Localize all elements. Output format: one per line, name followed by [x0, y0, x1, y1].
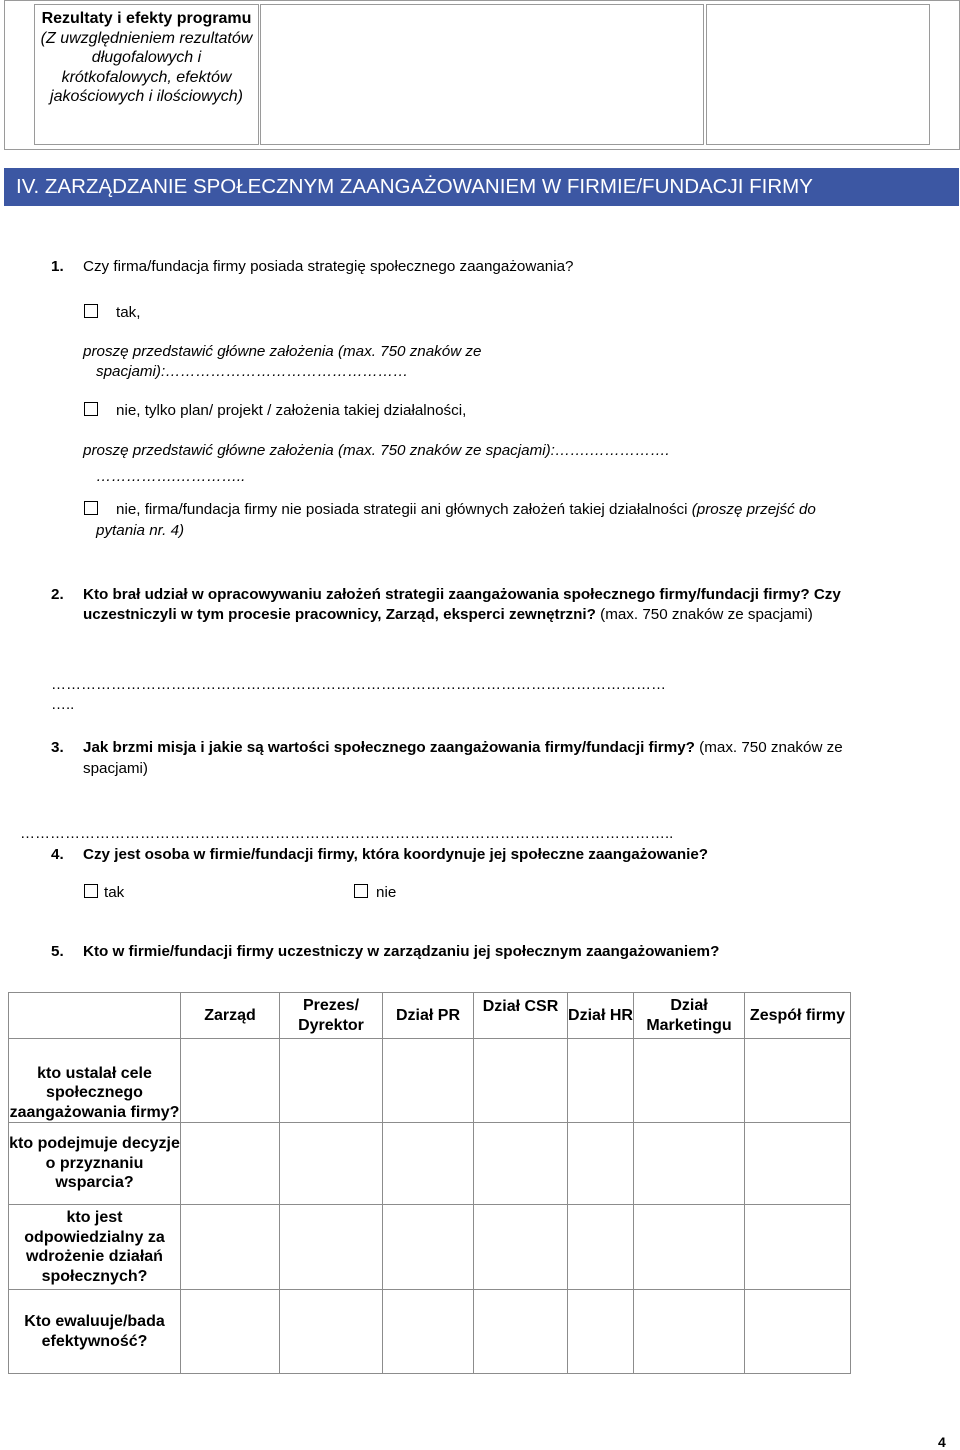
q3-text: Jak brzmi misja i jakie są wartości społecznego zaangażowania firmy/fundacji firmy?	[83, 739, 695, 756]
table-cell[interactable]	[383, 1205, 474, 1290]
q1-option-yes: tak,	[116, 304, 141, 321]
table-cell[interactable]	[568, 1123, 634, 1205]
q1-checkbox-no[interactable]	[84, 501, 98, 515]
table-cell[interactable]	[568, 1290, 634, 1374]
col-header-prezes: Prezes/ Dyrektor	[280, 993, 383, 1039]
row-label-wdrozenie: kto jest odpowiedzialny za wdrożenie działań społecznych?	[9, 1205, 181, 1290]
table-cell[interactable]	[634, 1123, 745, 1205]
responsibility-table	[8, 992, 851, 1374]
results-label-cell	[34, 4, 259, 145]
table-cell[interactable]	[280, 1039, 383, 1123]
table-cell[interactable]	[474, 1123, 568, 1205]
q1-option-no-text: nie, firma/fundacja firmy nie posiada strategii ani głównych założeń takiej działalności	[116, 501, 688, 518]
q4-text: Czy jest osoba w firmie/fundacji firmy, która koordynuje jej społeczne zaangażowanie?	[83, 846, 709, 863]
q1-option-no-note-a: (proszę przejść do	[691, 501, 816, 518]
q1-option-plan: nie, tylko plan/ projekt / założenia takiej działalności,	[116, 402, 467, 419]
col-header-hr: Dział HR	[568, 993, 634, 1039]
q2-number: 2.	[51, 586, 64, 603]
results-input-cell-2[interactable]	[706, 4, 930, 145]
col-header-zarzad: Zarząd	[181, 993, 280, 1039]
q1-checkbox-yes[interactable]	[84, 304, 98, 318]
results-label	[39, 9, 254, 107]
table-cell[interactable]	[745, 1123, 851, 1205]
table-row	[9, 1123, 851, 1205]
table-cell[interactable]	[568, 1039, 634, 1123]
table-cell[interactable]	[280, 1290, 383, 1374]
q3-note-b: spacjami)	[83, 760, 148, 777]
table-cell[interactable]	[181, 1123, 280, 1205]
table-cell[interactable]	[568, 1205, 634, 1290]
table-cell[interactable]	[474, 1205, 568, 1290]
table-cell[interactable]	[745, 1039, 851, 1123]
table-cell[interactable]	[383, 1290, 474, 1374]
col-header-pr: Dział PR	[383, 993, 474, 1039]
q1-plan-prompt[interactable]: proszę przedstawić główne założenia (max. 750 znaków ze spacjami):…….…………….	[83, 442, 670, 459]
table-cell[interactable]	[181, 1205, 280, 1290]
table-cell[interactable]	[634, 1205, 745, 1290]
q2-text-a: Kto brał udział w opracowywaniu założeń strategii zaangażowania społecznego firmy/fundacji firmy? Czy	[83, 586, 841, 603]
results-label-bold: Rezultaty i efekty programu	[41, 10, 252, 27]
q3-number: 3.	[51, 739, 64, 756]
table-row	[9, 1290, 851, 1374]
col-header-zespol: Zespół firmy	[745, 993, 851, 1039]
q4-number: 4.	[51, 846, 64, 863]
q2-answer-dots-b[interactable]: …..	[51, 696, 75, 713]
table-cell[interactable]	[474, 1290, 568, 1374]
table-corner-cell	[9, 993, 181, 1039]
table-cell[interactable]	[181, 1290, 280, 1374]
q4-option-yes: tak	[104, 884, 125, 901]
q3-line-a	[83, 737, 843, 758]
col-header-csr: Dział CSR	[474, 993, 568, 1039]
row-label-cele: kto ustalał cele społecznego zaangażowania firmy?	[9, 1039, 181, 1123]
q1-yes-prompt-b[interactable]: spacjami):…………………………………………	[96, 363, 409, 380]
q4-checkbox-yes[interactable]	[84, 884, 98, 898]
table-cell[interactable]	[634, 1039, 745, 1123]
table-cell[interactable]	[181, 1039, 280, 1123]
row-label-ewaluacja: Kto ewaluuje/bada efektywność?	[9, 1290, 181, 1374]
table-row	[9, 1205, 851, 1290]
table-header-row	[9, 993, 851, 1039]
q5-number: 5.	[51, 943, 64, 960]
q1-option-no	[116, 499, 816, 520]
table-cell[interactable]	[474, 1039, 568, 1123]
q3-answer-dots[interactable]: …………………………………………………………………………………………………………………..	[20, 825, 674, 842]
q1-checkbox-plan[interactable]	[84, 402, 98, 416]
results-input-cell-1[interactable]	[260, 4, 704, 145]
q2-line-b	[83, 604, 813, 625]
results-label-rest: (Z uwzględnieniem rezultatów długofalowych i krótkofalowych, efektów jakościowych i ilościowych)	[40, 29, 253, 105]
table-cell[interactable]	[383, 1123, 474, 1205]
q2-answer-dots-a[interactable]: ……………………………………………………………………………………………………………	[51, 676, 666, 693]
q3-note-a: (max. 750 znaków ze	[699, 739, 843, 756]
q1-plan-dots[interactable]: …………….…………..	[96, 468, 246, 485]
table-cell[interactable]	[280, 1205, 383, 1290]
q1-text: Czy firma/fundacja firmy posiada strategię społecznego zaangażowania?	[83, 258, 574, 275]
page-number: 4	[938, 1434, 946, 1450]
results-table	[4, 0, 960, 150]
q1-yes-prompt-a: proszę przedstawić główne założenia (max. 750 znaków ze	[83, 343, 482, 360]
q4-option-no: nie	[376, 884, 397, 901]
table-cell[interactable]	[280, 1123, 383, 1205]
q5-text: Kto w firmie/fundacji firmy uczestniczy w zarządzaniu jej społecznym zaangażowaniem?	[83, 943, 720, 960]
table-cell[interactable]	[745, 1290, 851, 1374]
q2-text-b: uczestniczyli w tym procesie pracownicy, Zarząd, eksperci zewnętrzni?	[83, 606, 596, 623]
table-row	[9, 1039, 851, 1123]
q1-number: 1.	[51, 258, 64, 275]
q2-note: (max. 750 znaków ze spacjami)	[600, 606, 813, 623]
table-cell[interactable]	[634, 1290, 745, 1374]
q1-option-no-note-b: pytania nr. 4)	[96, 522, 185, 539]
row-label-decyzje: kto podejmuje decyzje o przyznaniu wsparcia?	[9, 1123, 181, 1205]
table-cell[interactable]	[383, 1039, 474, 1123]
section-title: IV. ZARZĄDZANIE SPOŁECZNYM ZAANGAŻOWANIEM W FIRMIE/FUNDACJI FIRMY	[4, 168, 959, 206]
table-cell[interactable]	[745, 1205, 851, 1290]
q4-checkbox-no[interactable]	[354, 884, 368, 898]
col-header-marketing: Dział Marketingu	[634, 993, 745, 1039]
